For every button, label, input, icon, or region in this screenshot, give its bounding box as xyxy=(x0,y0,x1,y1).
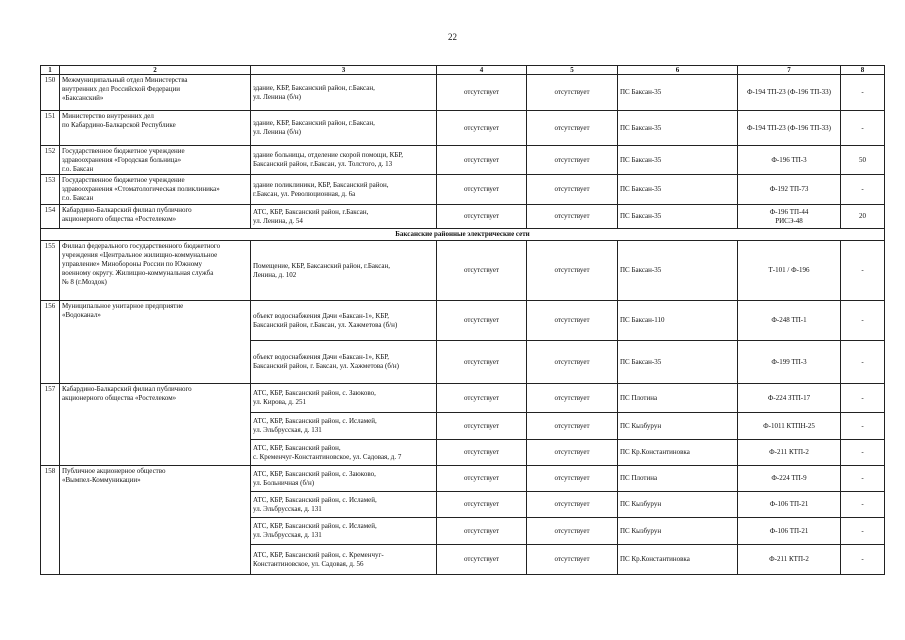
col5-value: отсутствует xyxy=(527,205,618,229)
col4-value: отсутствует xyxy=(437,413,527,440)
col8-value: - xyxy=(841,384,885,413)
col4-value: отсутствует xyxy=(437,492,527,518)
substation: ПС Кызбурун xyxy=(618,518,738,545)
col8-value: - xyxy=(841,545,885,575)
column-header: 2 xyxy=(60,66,251,75)
facility-address: АТС, КБР, Баксанский район, с. Кременчуг- Константиновское, ул. Садовая, д. 56 xyxy=(251,545,437,575)
col5-value: отсутствует xyxy=(527,518,618,545)
col8-value: - xyxy=(841,413,885,440)
row-number: 158 xyxy=(41,466,60,575)
feeder: Ф-106 ТП-21 xyxy=(738,492,841,518)
facility-address: АТС, КБР, Баксанский район, с. Исламей, ул. Эльбрусская, д. 131 xyxy=(251,413,437,440)
feeder: Ф-194 ТП-23 (Ф-196 ТП-33) xyxy=(738,75,841,111)
table-row xyxy=(41,75,885,111)
col5-value: отсутствует xyxy=(527,111,618,146)
substation: ПС Кызбурун xyxy=(618,413,738,440)
organization-name: Кабардино-Балкарский филиал публичного акционерного общества «Ростелеком» xyxy=(60,384,251,466)
substation: ПС Плотина xyxy=(618,384,738,413)
table-row xyxy=(41,111,885,146)
substation: ПС Плотина xyxy=(618,466,738,492)
facilities-table xyxy=(40,65,885,575)
row-number: 155 xyxy=(41,241,60,301)
facility-address: АТС, КБР, Баксанский район, с. Заюково, ул. Больничная (б/н) xyxy=(251,466,437,492)
col5-value: отсутствует xyxy=(527,146,618,175)
col8-value: - xyxy=(841,241,885,301)
column-header: 8 xyxy=(841,66,885,75)
facility-address: здание поликлиники, КБР, Баксанский район, г.Баксан, ул. Революционная, д. 6а xyxy=(251,175,437,205)
substation: ПС Баксан-110 xyxy=(618,301,738,341)
section-title: Баксанские районные электрические сети xyxy=(41,229,885,241)
col8-value: 50 xyxy=(841,146,885,175)
col8-value: - xyxy=(841,341,885,384)
table-header-row xyxy=(41,66,885,75)
col5-value: отсутствует xyxy=(527,413,618,440)
row-number: 153 xyxy=(41,175,60,205)
feeder: Ф-211 КТП-2 xyxy=(738,545,841,575)
col5-value: отсутствует xyxy=(527,466,618,492)
row-number: 154 xyxy=(41,205,60,229)
col4-value: отсутствует xyxy=(437,466,527,492)
substation: ПС Баксан-35 xyxy=(618,75,738,111)
column-header: 4 xyxy=(437,66,527,75)
col4-value: отсутствует xyxy=(437,205,527,229)
organization-name: Министерство внутренних дел по Кабардино-Балкарской Республике xyxy=(60,111,251,146)
feeder: Ф-211 КТП-2 xyxy=(738,440,841,466)
substation: ПС Кр.Константиновка xyxy=(618,440,738,466)
column-header: 6 xyxy=(618,66,738,75)
col5-value: отсутствует xyxy=(527,384,618,413)
row-number: 157 xyxy=(41,384,60,466)
col8-value: - xyxy=(841,75,885,111)
feeder: Ф-196 ТП-3 xyxy=(738,146,841,175)
col5-value: отсутствует xyxy=(527,341,618,384)
facility-address: АТС, КБР, Баксанский район, с. Исламей, ул. Эльбрусская, д. 131 xyxy=(251,518,437,545)
col4-value: отсутствует xyxy=(437,175,527,205)
col8-value: - xyxy=(841,111,885,146)
col4-value: отсутствует xyxy=(437,341,527,384)
feeder: Ф-194 ТП-23 (Ф-196 ТП-33) xyxy=(738,111,841,146)
col8-value: 20 xyxy=(841,205,885,229)
table-row xyxy=(41,146,885,175)
col4-value: отсутствует xyxy=(437,241,527,301)
column-header: 3 xyxy=(251,66,437,75)
col8-value: - xyxy=(841,466,885,492)
column-header: 1 xyxy=(41,66,60,75)
row-number: 151 xyxy=(41,111,60,146)
row-number: 156 xyxy=(41,301,60,384)
page-number: 22 xyxy=(448,32,457,42)
feeder: Ф-196 ТП-44 РИСЭ-48 xyxy=(738,205,841,229)
col5-value: отсутствует xyxy=(527,440,618,466)
organization-name: Кабардино-Балкарский филиал публичного акционерного общества «Ростелеком» xyxy=(60,205,251,229)
column-header: 5 xyxy=(527,66,618,75)
col4-value: отсутствует xyxy=(437,111,527,146)
col4-value: отсутствует xyxy=(437,545,527,575)
substation: ПС Баксан-35 xyxy=(618,205,738,229)
col4-value: отсутствует xyxy=(437,384,527,413)
feeder: Ф-224 ЗТП-17 xyxy=(738,384,841,413)
feeder: Ф-192 ТП-73 xyxy=(738,175,841,205)
col8-value: - xyxy=(841,301,885,341)
feeder: Ф-106 ТП-21 xyxy=(738,518,841,545)
col8-value: - xyxy=(841,518,885,545)
substation: ПС Баксан-35 xyxy=(618,241,738,301)
facility-address: здание, КБР, Баксанский район, г.Баксан, ул. Ленина (б/н) xyxy=(251,111,437,146)
table-row xyxy=(41,205,885,229)
col5-value: отсутствует xyxy=(527,545,618,575)
feeder: Ф-248 ТП-1 xyxy=(738,301,841,341)
col4-value: отсутствует xyxy=(437,518,527,545)
col8-value: - xyxy=(841,440,885,466)
substation: ПС Баксан-35 xyxy=(618,111,738,146)
col4-value: отсутствует xyxy=(437,301,527,341)
facility-address: объект водоснабжения Дачи «Баксан-1», КБР, Баксанский район, г.Баксан, ул. Хажметова (б/н) xyxy=(251,301,437,341)
col5-value: отсутствует xyxy=(527,175,618,205)
feeder: Ф-199 ТП-3 xyxy=(738,341,841,384)
col5-value: отсутствует xyxy=(527,492,618,518)
substation: ПС Баксан-35 xyxy=(618,341,738,384)
facility-address: здание, КБР, Баксанский район, г.Баксан, ул. Ленина (б/н) xyxy=(251,75,437,111)
table-row xyxy=(41,175,885,205)
row-number: 152 xyxy=(41,146,60,175)
substation: ПС Кызбурун xyxy=(618,492,738,518)
col4-value: отсутствует xyxy=(437,440,527,466)
organization-name: Государственное бюджетное учреждение здравоохранения «Городская больница» г.о. Баксан xyxy=(60,146,251,175)
facility-address: АТС, КБР, Баксанский район, г.Баксан, ул. Ленина, д. 54 xyxy=(251,205,437,229)
col4-value: отсутствует xyxy=(437,146,527,175)
organization-name: Государственное бюджетное учреждение здравоохранения «Стоматологическая поликлиника» г.о. Баксан xyxy=(60,175,251,205)
row-number: 150 xyxy=(41,75,60,111)
col5-value: отсутствует xyxy=(527,241,618,301)
column-header: 7 xyxy=(738,66,841,75)
facility-address: объект водоснабжения Дачи «Баксан-1», КБР, Баксанский район, г. Баксан, ул. Хажметова (б/н) xyxy=(251,341,437,384)
substation: ПС Кр.Константиновка xyxy=(618,545,738,575)
feeder: Ф-224 ТП-9 xyxy=(738,466,841,492)
substation: ПС Баксан-35 xyxy=(618,146,738,175)
table-row xyxy=(41,241,885,301)
col5-value: отсутствует xyxy=(527,301,618,341)
table-row xyxy=(41,384,885,413)
col4-value: отсутствует xyxy=(437,75,527,111)
facility-address: Помещение, КБР, Баксанский район, г.Баксан, Ленина, д. 102 xyxy=(251,241,437,301)
organization-name: Муниципальное унитарное предприятие «Водоканал» xyxy=(60,301,251,384)
organization-name: Межмуниципальный отдел Министерства внутренних дел Российской Федерации «Баксанский» xyxy=(60,75,251,111)
facility-address: здание больницы, отделение скорой помощи, КБР, Баксанский район, г.Баксан, ул. Толстого, д. 13 xyxy=(251,146,437,175)
facility-address: АТС, КБР, Баксанский район, с. Исламей, ул. Эльбрусская, д. 131 xyxy=(251,492,437,518)
facility-address: АТС, КБР, Баксанский район, с. Заюково, ул. Кирова, д. 251 xyxy=(251,384,437,413)
col5-value: отсутствует xyxy=(527,75,618,111)
feeder: Ф-1011 КТПН-25 xyxy=(738,413,841,440)
col8-value: - xyxy=(841,492,885,518)
col8-value: - xyxy=(841,175,885,205)
table-row xyxy=(41,301,885,341)
organization-name: Филиал федерального государственного бюджетного учреждения «Центральное жилищно-коммунальное управление» Минобороны России по Южному военному округу. Жилищно-коммунальная служба № 8 (г.Моздок) xyxy=(60,241,251,301)
table-row xyxy=(41,466,885,492)
feeder: Т-101 / Ф-196 xyxy=(738,241,841,301)
section-row xyxy=(41,229,885,241)
substation: ПС Баксан-35 xyxy=(618,175,738,205)
organization-name: Публичное акционерное общество «Вымпел-Коммуникации» xyxy=(60,466,251,575)
facility-address: АТС, КБР, Баксанский район, с. Кременчуг-Константиновское, ул. Садовая, д. 7 xyxy=(251,440,437,466)
